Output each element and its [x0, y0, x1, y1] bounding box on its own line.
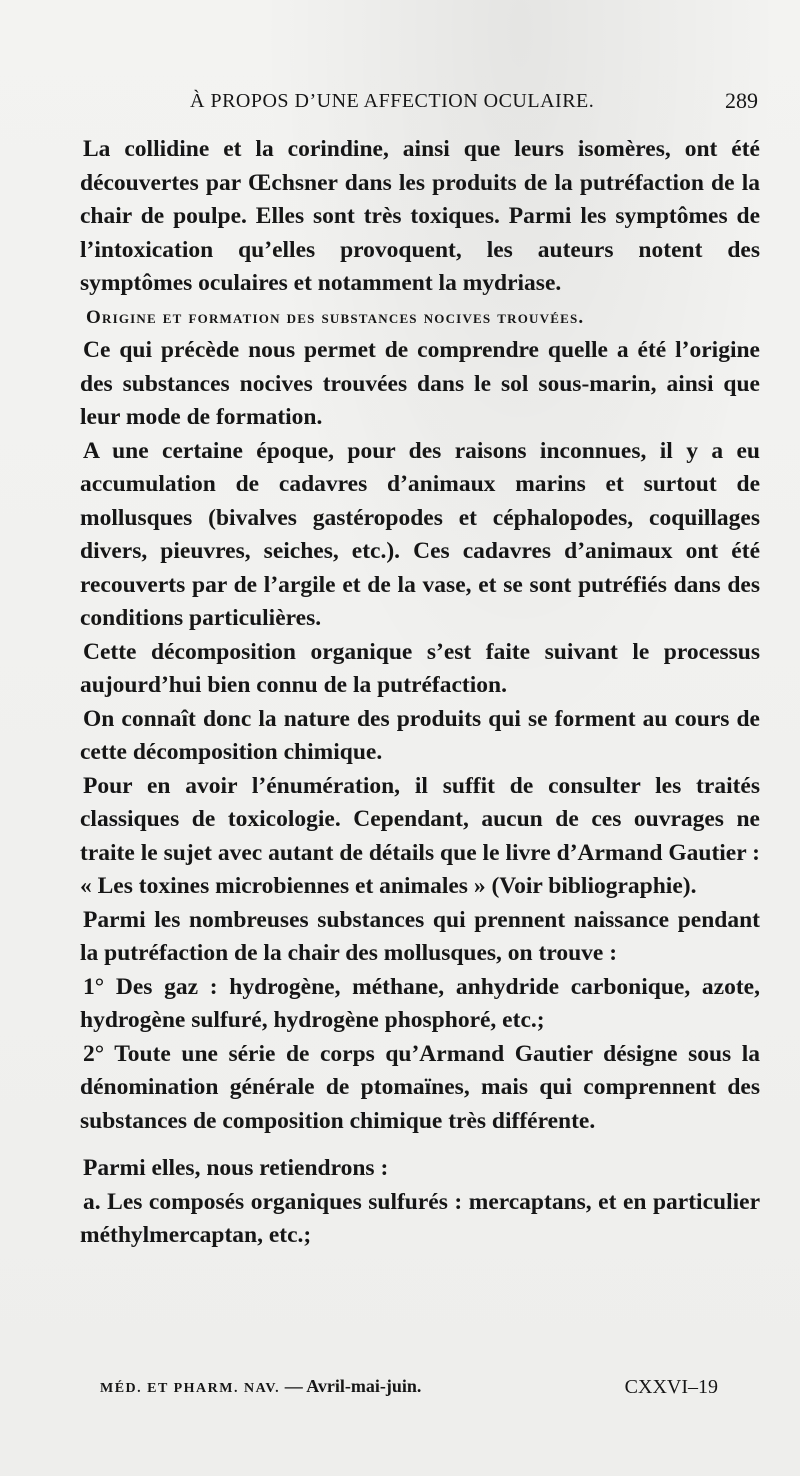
paragraph-gap	[80, 1138, 760, 1152]
paragraph: Pour en avoir l’énumération, il suffit de consulter les traités classiques de toxicologie. Cependant, aucun de ces ouvrages ne traite le sujet avec autant de détails que le livre d’Armand Gautier : « Les toxines microbiennes et animales » (Voir bibliographie).	[80, 772, 760, 899]
list-item: a. Les composés organiques sulfurés : mercaptans, et en particulier méthylmercaptan, etc.;	[80, 1188, 760, 1248]
page-footer	[78, 1374, 760, 1406]
footer-issue: Avril-mai-juin.	[306, 1376, 422, 1396]
paragraph: La collidine et la corindine, ainsi que leurs isomères, ont été découvertes par Œchsner dans les produits de la putréfaction de la chair de poulpe. Elles sont très toxiques. Parmi les symptômes de l’intoxication qu’elles provoquent, les auteurs notent des symptômes oculaires et notamment la mydriase.	[80, 136, 760, 296]
body-text	[80, 133, 760, 1253]
running-title: À PROPOS D’UNE AFFECTION OCULAIRE.	[190, 90, 595, 112]
footer-journal: MÉD. ET PHARM. NAV.	[100, 1381, 281, 1396]
list-item: 1° Des gaz : hydrogène, méthane, anhydride carbonique, azote, hydrogène sulfuré, hydrogène phosphoré, etc.;	[80, 973, 760, 1033]
footer-citation	[100, 1376, 421, 1397]
page-header	[80, 86, 760, 116]
page-number: 289	[725, 88, 758, 113]
paragraph: A une certaine époque, pour des raisons inconnues, il y a eu accumulation de cadavres d’animaux marins et surtout de mollusques (bivalves gastéropodes et céphalopodes, coquillages divers, pieuvres, seiches, etc.). Ces cadavres d’animaux ont été recouverts par de l’argile et de la vase, et se sont putréfiés dans des conditions particulières.	[80, 437, 760, 631]
section-heading: Origine et formation des substances nocives trouvées.	[86, 306, 585, 328]
footer-separator: —	[284, 1376, 303, 1396]
paragraph: Parmi les nombreuses substances qui prennent naissance pendant la putréfaction de la chair des mollusques, on trouve :	[80, 906, 760, 966]
paragraph: Parmi elles, nous retiendrons :	[83, 1155, 389, 1181]
paragraph: Ce qui précède nous permet de comprendre quelle a été l’origine des substances nocives trouvées dans le sol sous-marin, ainsi que leur mode de formation.	[80, 337, 760, 430]
paragraph: Cette décomposition organique s’est faite suivant le processus aujourd’hui bien connu de la putréfaction.	[80, 638, 760, 698]
footer-signature: CXXVI–19	[624, 1376, 718, 1398]
paragraph: On connaît donc la nature des produits qui se forment au cours de cette décomposition chimique.	[80, 705, 760, 765]
list-item: 2° Toute une série de corps qu’Armand Gautier désigne sous la dénomination générale de ptomaïnes, mais qui comprennent des substances de composition chimique très différente.	[80, 1040, 760, 1134]
